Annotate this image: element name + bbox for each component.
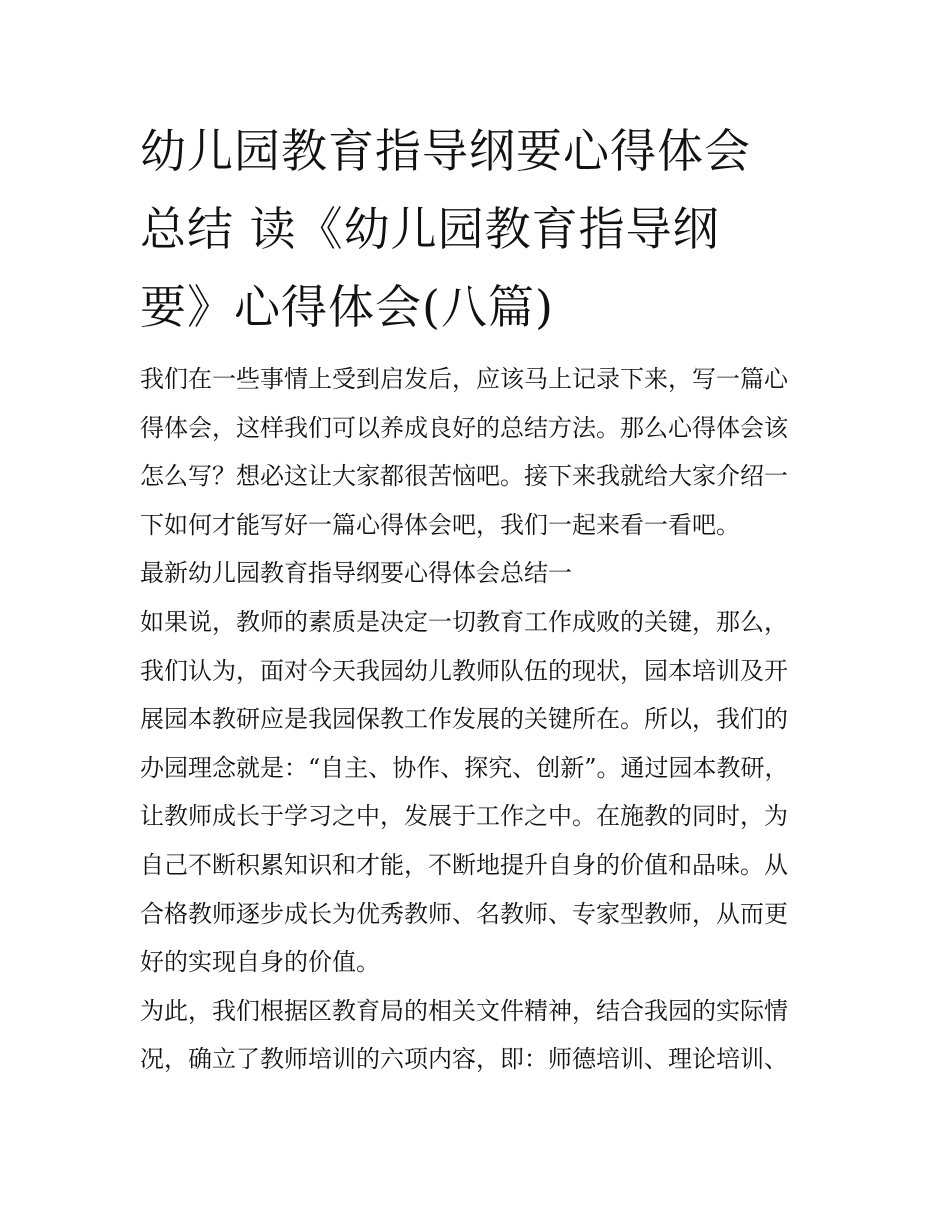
intro-line-3: 怎么写？想必这让大家都很苦恼吧。接下来我就给大家介绍一 <box>140 462 788 491</box>
body-paragraph-1 <box>140 598 820 987</box>
paragraph1-line-8: 好的实现自身的价值。 <box>140 948 380 977</box>
paragraph1-line-2: 我们认为，面对今天我园幼儿教师队伍的现状，园本培训及开 <box>140 656 788 685</box>
paragraph2-line-1: 为此，我们根据区教育局的相关文件精神，结合我园的实际情 <box>140 996 788 1025</box>
section-heading <box>140 549 820 598</box>
section-heading-text: 最新幼儿园教育指导纲要心得体会总结一 <box>140 559 572 588</box>
paragraph2-line-2: 况，确立了教师培训的六项内容，即：师德培训、理论培训、 <box>140 1045 788 1074</box>
paragraph1-line-6: 自己不断积累知识和才能，不断地提升自身的价值和品味。从 <box>140 850 788 879</box>
intro-line-1: 我们在一些事情上受到启发后，应该马上记录下来，写一篇心 <box>140 365 788 393</box>
document-body <box>140 355 820 1084</box>
paragraph1-line-5: 让教师成长于学习之中，发展于工作之中。在施教的同时，为 <box>140 802 788 831</box>
title-line-3: 要》心得体会(八篇) <box>140 280 554 334</box>
title-line-1: 幼儿园教育指导纲要心得体会 <box>140 124 751 178</box>
paragraph1-line-1: 如果说，教师的素质是决定一切教育工作成败的关键，那么， <box>140 607 788 636</box>
paragraph1-line-4: 办园理念就是：“自主、协作、探究、创新”。通过园本教研， <box>140 753 789 782</box>
intro-line-2: 得体会，这样我们可以养成良好的总结方法。那么心得体会该 <box>140 413 788 442</box>
paragraph1-line-3: 展园本教研应是我园保教工作发展的关键所在。所以，我们的 <box>140 705 788 734</box>
title-line-2: 总结 读《幼儿园教育指导纲 <box>140 202 720 256</box>
document-title <box>140 112 820 346</box>
intro-line-4: 下如何才能写好一篇心得体会吧，我们一起来看一看吧。 <box>140 510 740 539</box>
paragraph1-line-7: 合格教师逐步成长为优秀教师、名教师、专家型教师，从而更 <box>140 899 788 928</box>
intro-paragraph <box>140 355 820 549</box>
body-paragraph-2 <box>140 987 820 1084</box>
